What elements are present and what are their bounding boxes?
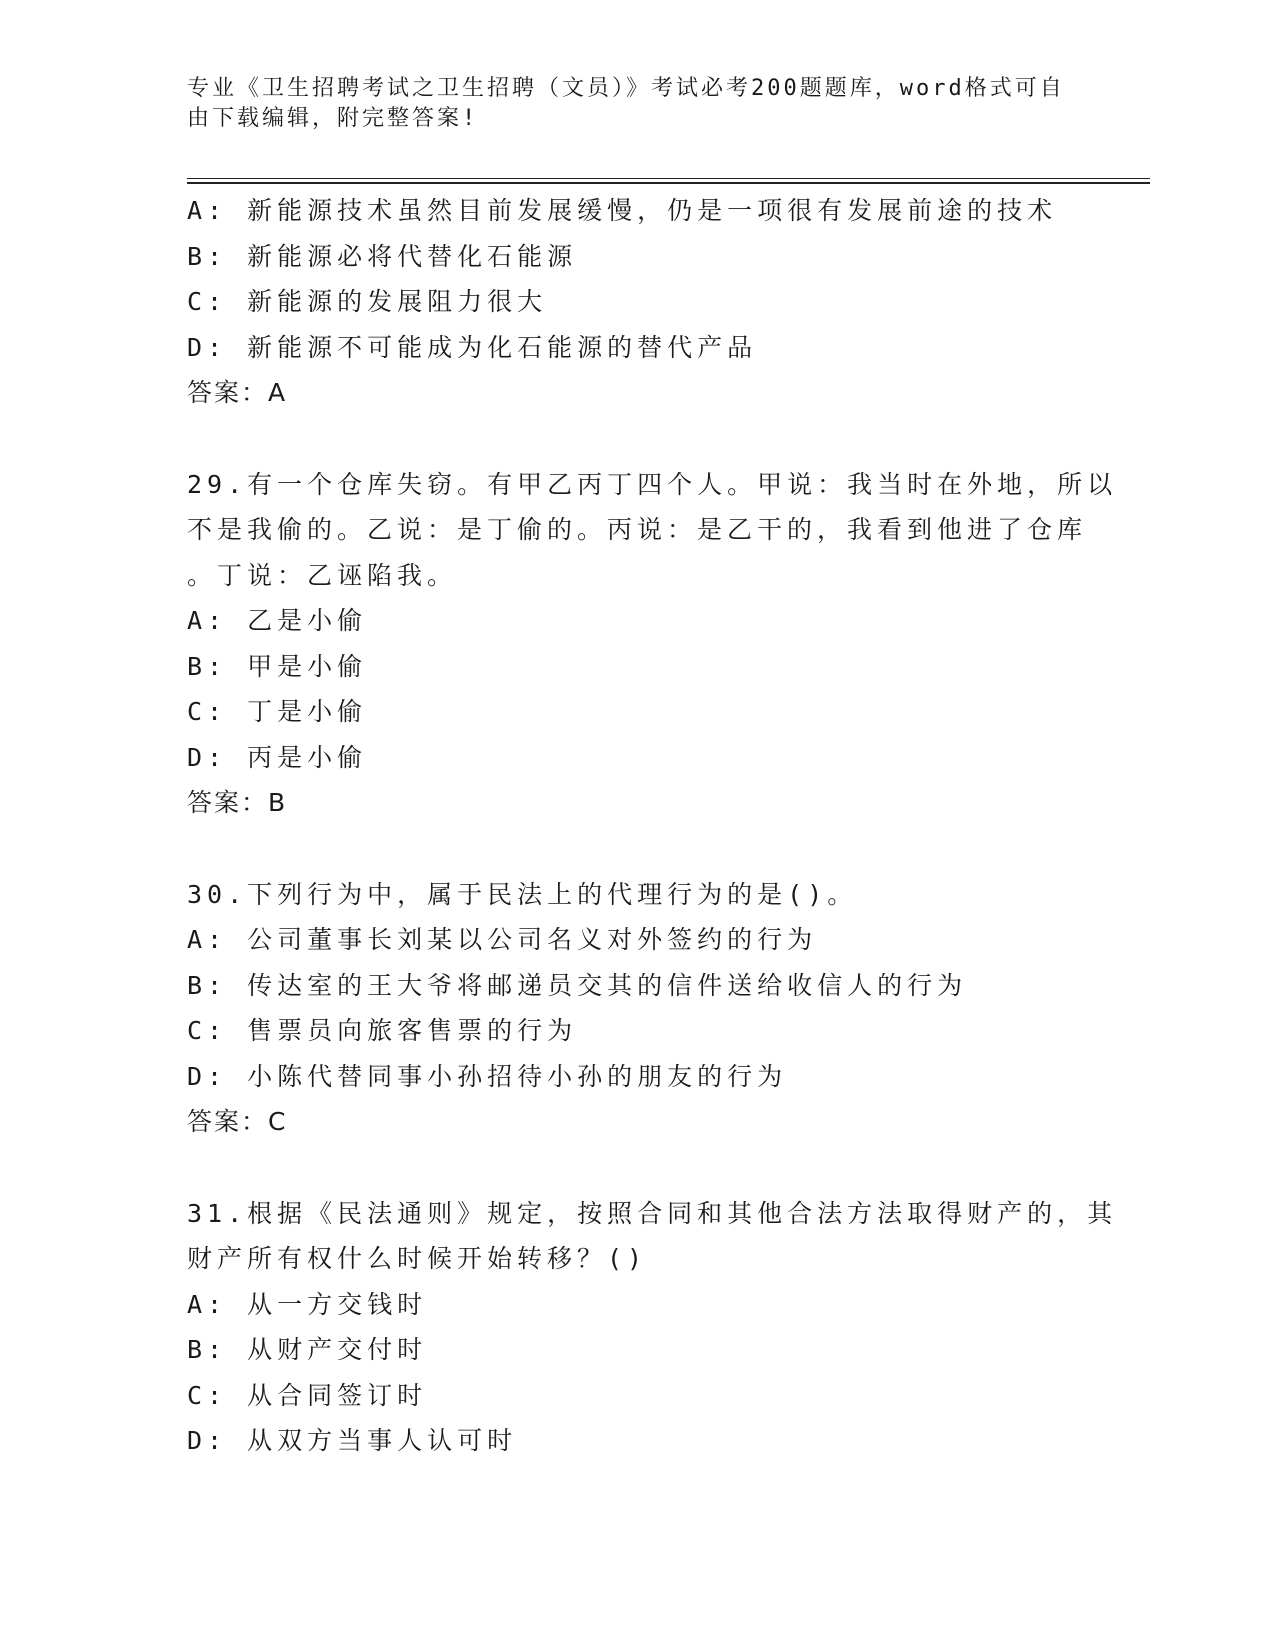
answer: 答案：B [187,788,288,817]
document-header: 专业《卫生招聘考试之卫生招聘（文员）》考试必考200题题库，word格式可自由下载编辑，附完整答案! [187,76,1065,131]
option-a: A: 新能源技术虽然目前发展缓慢，仍是一项很有发展前途的技术 [187,196,1058,225]
question-29 [187,462,1118,826]
option-b: B: 甲是小偷 [187,651,368,681]
option-c: C: 售票员向旅客售票的行为 [187,1016,578,1045]
answer: 答案：C [187,1107,288,1136]
header-rule-thin [187,178,1150,179]
option-c: C: 丁是小偷 [187,697,368,726]
option-d: D: 丙是小偷 [187,742,368,772]
option-d: D: 从双方当事人认可时 [187,1426,518,1455]
question-stem-line: 31.根据《民法通则》规定，按照合同和其他合法方法取得财产的，其 [187,1198,1118,1228]
option-d: D: 小陈代替同事小孙招待小孙的朋友的行为 [187,1061,788,1091]
option-a: A: 乙是小偷 [187,606,368,635]
option-c: C: 新能源的发展阻力很大 [187,287,548,316]
answer: 答案：A [187,378,288,407]
option-d: D: 新能源不可能成为化石能源的替代产品 [187,332,758,362]
question-31 [187,1191,1118,1464]
option-c: C: 从合同签订时 [187,1380,428,1410]
option-b: B: 从财产交付时 [187,1335,428,1364]
question-stem-line: 不是我偷的。乙说：是丁偷的。丙说：是乙干的，我看到他进了仓库 [187,515,1088,544]
option-b: B: 新能源必将代替化石能源 [187,241,578,271]
question-stem-line: 。丁说：乙诬陷我。 [187,560,458,590]
header-rule-thick [187,182,1150,184]
question-30 [187,872,1087,1145]
option-a: A: 公司董事长刘某以公司名义对外签约的行为 [187,925,818,954]
question-stem-line: 财产所有权什么时候开始转移？() [187,1244,648,1273]
option-b: B: 传达室的王大爷将邮递员交其的信件送给收信人的行为 [187,970,968,1000]
question-stem-line: 29.有一个仓库失窃。有甲乙丙丁四个人。甲说：我当时在外地，所以 [187,469,1118,499]
option-a: A: 从一方交钱时 [187,1289,428,1319]
question-list [187,188,1118,1464]
question-stem-line: 30.下列行为中，属于民法上的代理行为的是()。 [187,879,858,909]
question-28 [187,188,1087,416]
